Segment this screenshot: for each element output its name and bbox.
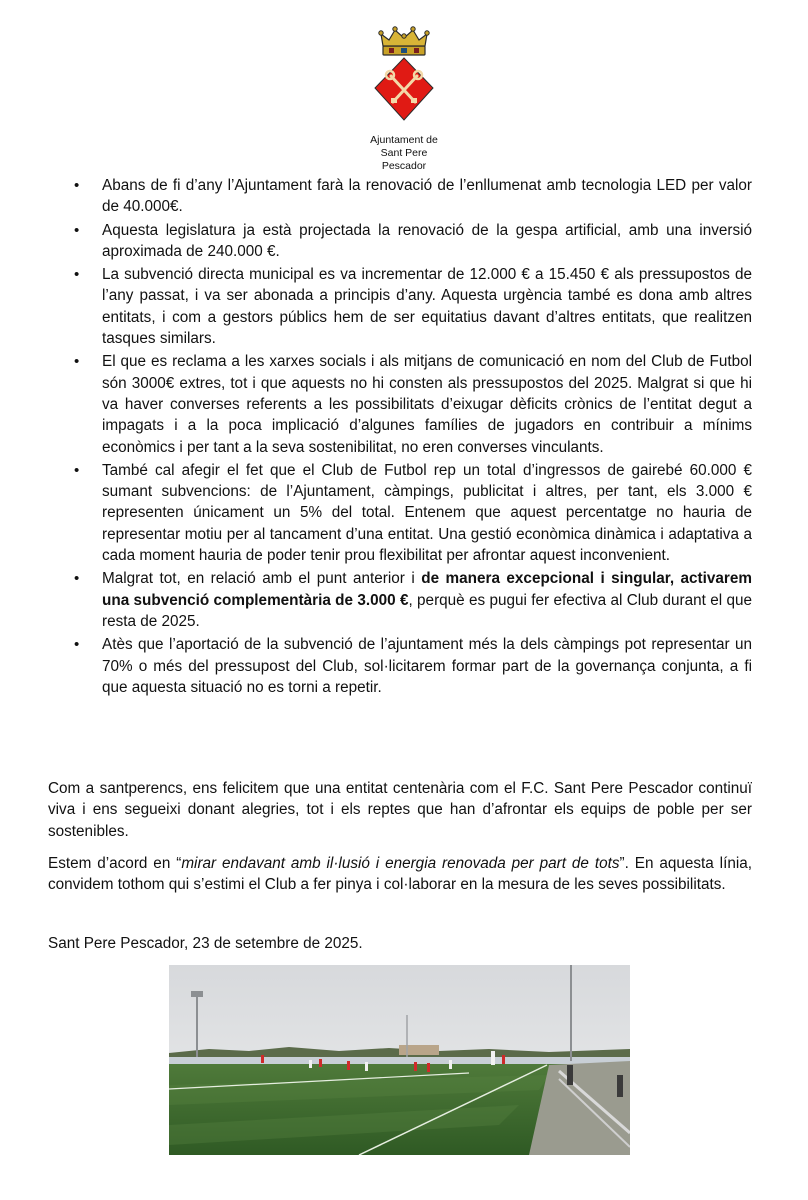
bullet-item (62, 460, 752, 566)
bullet-item (62, 264, 752, 349)
bullet-text: També cal afegir el fet que el Club de Futbol rep un total d’ingressos de gairebé 60.000 € sumant subvencions: de l’Ajuntament, càmpings, publicitat i altres, per tant, els 3.000 € representen únicament un 5% del total. Entenem que aquest percentatge no hauria de representar motiu per al tancament d’una entitat. Una gestió econòmica dinàmica i adaptativa a cada moment hauria de poder tenir prou flexibilitat per afrontar aquest inconvenient. (102, 461, 752, 565)
bullet-item (62, 351, 752, 457)
org-name-line2: Sant Pere Pescador (380, 147, 428, 172)
agreement-text-end: ”. En aquesta línia, convidem tothom qui s’estimi el Club a fer pinya i col·laborar en la mesura de les seves possibilitats. (48, 855, 752, 894)
shield-icon (375, 58, 433, 120)
coat-of-arms-icon (371, 26, 437, 132)
football-field-image (169, 965, 630, 1155)
bullet-text: La subvenció directa municipal es va incrementar de 12.000 € a 15.450 € als pressupostos de l’any passat, i va ser abonada a principis d’any. Aquesta urgència també es dona amb altres entitats, i com a gestors públics hem de ser equitatius davant d’altres entitats, que realitzen tasques similars. (102, 266, 752, 348)
crown-icon (379, 27, 429, 55)
bullet-dot-icon: • (74, 353, 80, 371)
bullet-dot-icon: • (74, 461, 80, 479)
bullet-dot-icon: • (74, 221, 80, 239)
agreement-paragraph (48, 853, 752, 896)
bullet-item (62, 175, 752, 218)
bullet-list (62, 175, 752, 700)
bullet-item (62, 634, 752, 698)
municipal-logo (358, 26, 450, 173)
football-match-photo (169, 965, 630, 1155)
bullet-item (62, 568, 752, 632)
bullet-text: Abans de fi d’any l’Ajuntament farà la renovació de l’enllumenat amb tecnologia LED per valor de 40.000€. (102, 177, 752, 216)
closing-paragraph: Com a santperencs, ens felicitem que una entitat centenària com el F.C. Sant Pere Pescador continuï viva i ens segueixi donant alegries, tot i els reptes que han d’afrontar els equips de poble per ser sostenibles. (48, 780, 752, 840)
agreement-quote: mirar endavant amb il·lusió i energia renovada per part de tots (181, 855, 620, 872)
bullet-text: Malgrat tot, en relació amb el punt anterior i (102, 570, 422, 588)
bullet-text: Aquesta legislatura ja està projectada la renovació de la gespa artificial, amb una inversió aproximada de 240.000 €. (102, 221, 752, 260)
bullet-text: El que es reclama a les xarxes socials i als mitjans de comunicació en nom del Club de Futbol són 3000€ extres, tot i que aquests no hi consten als pressupostos del 2025. Malgrat si que hi va haver converses referents a les possibilitats d’eixugar dèficits crònics de l’entitat degut a impagats i a la poca implicació d’algunes famílies de jugadors en contribuir a mínims econòmics i per tant a la seva sostenibilitat, no eren converses vinculants. (102, 353, 752, 456)
date-signature: Sant Pere Pescador, 23 de setembre de 2025. (48, 935, 363, 952)
bullet-item (62, 220, 752, 263)
bullet-dot-icon: • (74, 177, 80, 194)
bullet-dot-icon: • (74, 570, 80, 588)
org-name-line1: Ajuntament de (370, 134, 438, 146)
agreement-text-start: Estem d’acord en “ (48, 855, 182, 872)
bullet-text-bold: de manera excepcional i singular, activarem una subvenció complementària de 3.000 € (102, 570, 752, 609)
bullet-text: Atès que l’aportació de la subvenció de l’ajuntament més la dels càmpings pot representar un 70% o més del pressupost del Club, sol·licitarem formar part de la governança conjunta, a fi que aquesta situació no es torni a repetir. (102, 636, 752, 696)
bullet-dot-icon: • (74, 266, 80, 284)
bullet-dot-icon: • (74, 636, 80, 654)
bullet-text: , perquè es pugui fer efectiva al Club durant el que resta de 2025. (102, 591, 752, 630)
